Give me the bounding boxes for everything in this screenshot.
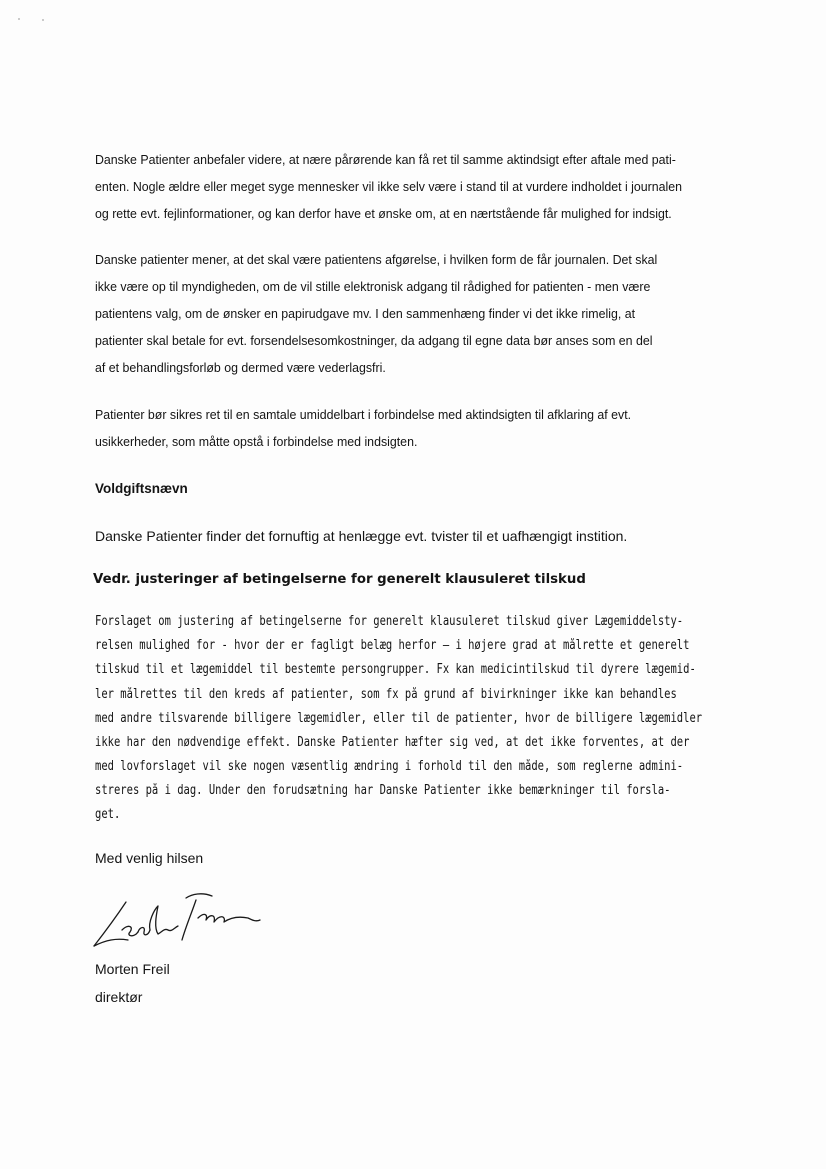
text-line: usikkerheder, som måtte opstå i forbindelse med indsigten. (95, 434, 418, 449)
handwritten-signature (88, 888, 268, 952)
text-line: enten. Nogle ældre eller meget syge mennesker vil ikke selv være i stand til at vurdere indholdet i journalen (95, 179, 683, 194)
text-line: Patienter bør sikres ret til en samtale umiddelbart i forbindelse med aktindsigten til afklaring af evt. (95, 407, 632, 422)
text-line: ikke har den nødvendige effekt. Danske Patienter hæfter sig ved, at det ikke forventes, at der (95, 735, 690, 750)
text-line: af et behandlingsforløb og dermed være vederlagsfri. (95, 360, 386, 375)
text-line: og rette evt. fejlinformationer, og kan derfor have et ønske om, at en nærtstående får mulighed for indsigt. (95, 206, 672, 221)
text-line: ikke være op til myndigheden, om de vil stille elektronisk adgang til rådighed for patienten - men være (95, 279, 651, 294)
section-heading-justering: Vedr. justeringer af betingelserne for generelt klausuleret tilskud (93, 572, 586, 587)
text-line: Danske Patienter anbefaler videre, at nære pårørende kan få ret til samme aktindsigt efter aftale med pati- (95, 152, 676, 167)
signer-title: direktør (95, 989, 143, 1005)
text-line: med lovforslaget vil ske nogen væsentlig ændring i forhold til den måde, som reglerne admini- (95, 759, 684, 774)
text-line: tilskud til et lægemiddel til bestemte persongrupper. Fx kan medicintilskud til dyrere lægemid- (95, 662, 696, 677)
text-line: relsen mulighed for - hvor der er fagligt belæg herfor – i højere grad at målrette et generelt (95, 638, 690, 653)
closing-greeting: Med venlig hilsen (95, 850, 204, 866)
text-line: streres på i dag. Under den forudsætning har Danske Patienter ikke bemærkninger til forsla- (95, 783, 671, 798)
scan-speck (18, 18, 20, 20)
text-line: Forslaget om justering af betingelserne for generelt klausuleret tilskud giver Lægemiddelsty- (95, 614, 684, 629)
text-line: Danske patienter mener, at det skal være patientens afgørelse, i hvilken form de får journalen. Det skal (95, 252, 658, 267)
text-line: patienter skal betale for evt. forsendelsesomkostninger, da adgang til egne data bør anses som en del (95, 333, 653, 348)
voldgift-text: Danske Patienter finder det fornuftig at henlægge evt. tvister til et uafhængigt instition. (95, 528, 628, 544)
scan-speck (42, 19, 44, 21)
signer-name: Morten Freil (95, 961, 170, 977)
text-line: patientens valg, om de ønsker en papirudgave mv. I den sammenhæng finder vi det ikke rimelig, at (95, 306, 636, 321)
text-line: get. (95, 807, 121, 822)
section-heading-voldgift: Voldgiftsnævn (95, 481, 188, 496)
text-line: ler målrettes til den kreds af patienter, som fx på grund af bivirkninger ikke kan behandles (95, 687, 677, 702)
text-line: med andre tilsvarende billigere lægemidler, eller til de patienter, hvor de billigere lægemidler (95, 711, 703, 726)
